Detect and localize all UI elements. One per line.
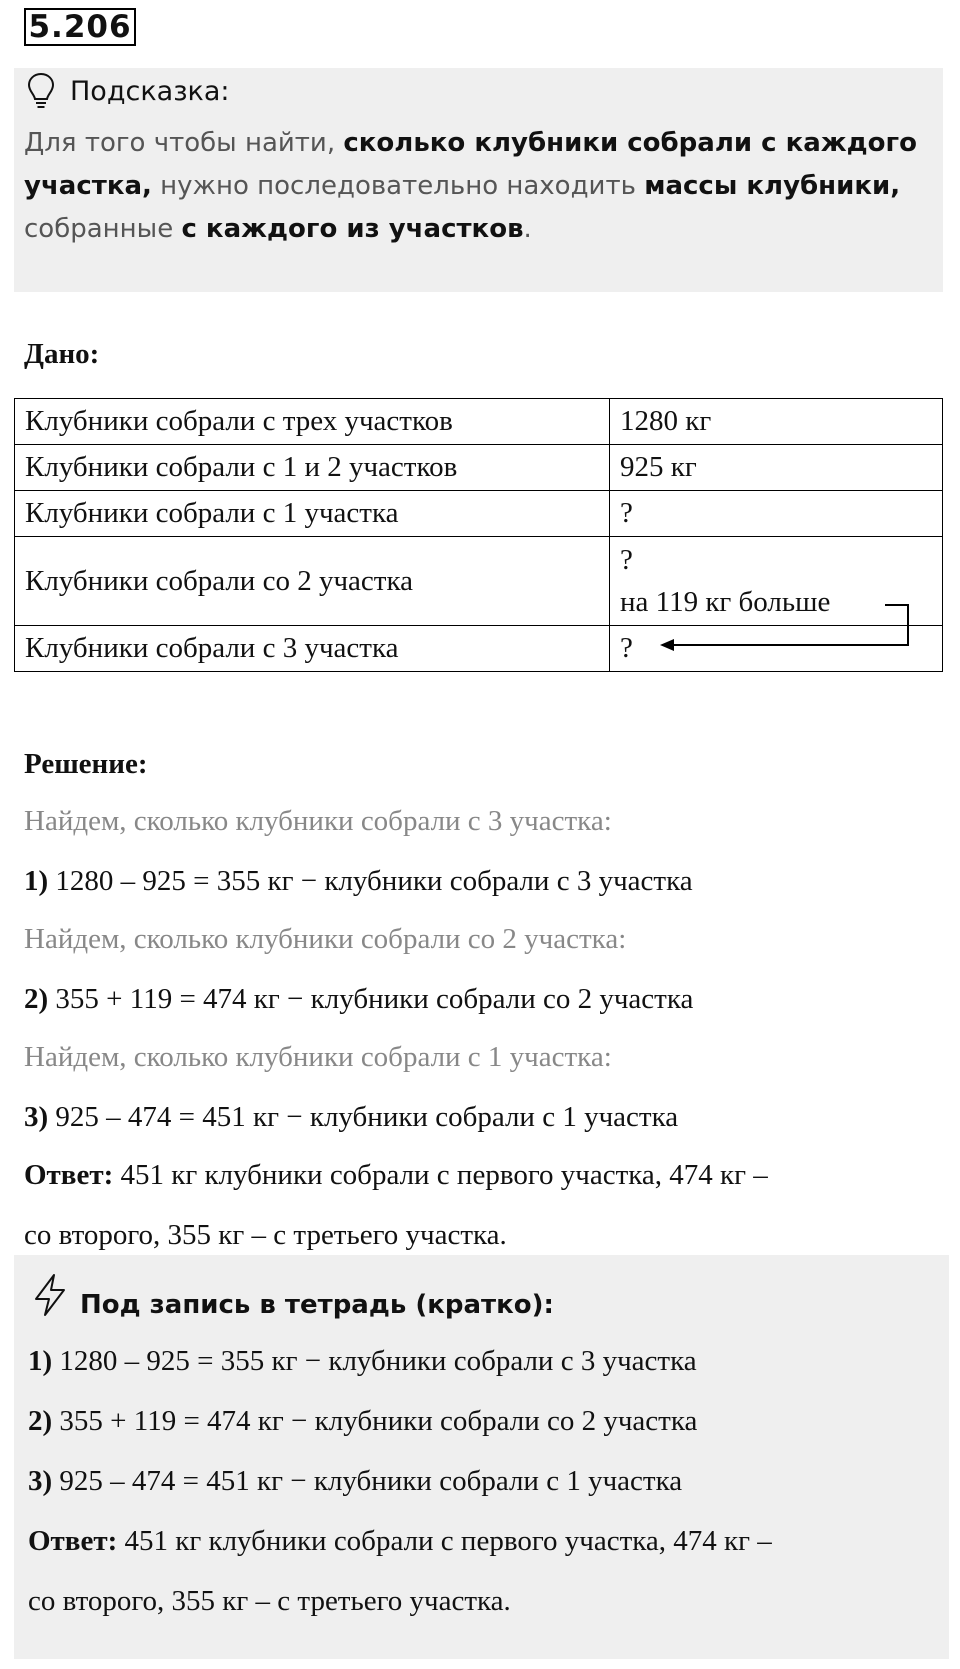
row-value: 925 кг [610,445,943,491]
row-label: Клубники собрали с трех участков [15,399,610,445]
solution-heading: Решение: [24,748,148,780]
row-label: Клубники собрали с 3 участка [15,626,610,672]
answer-continued: со второго, 355 кг – с третьего участка. [24,1219,507,1251]
answer: Ответ: 451 кг клубники собрали с первого участка, 474 кг – [24,1159,768,1191]
notebook-answer: Ответ: 451 кг клубники собрали с первого участка, 474 кг – [28,1525,772,1557]
notebook-answer-continued: со второго, 355 кг – с третьего участка. [28,1585,511,1617]
hint-title: Подсказка: [70,76,230,107]
step-2: 2) 355 + 119 = 474 кг − клубники собрали со 2 участка [24,983,694,1015]
step-3: 3) 925 – 474 = 451 кг − клубники собрали с 1 участка [24,1101,679,1133]
row-label: Клубники собрали с 1 участка [15,491,610,537]
row-value: 1280 кг [610,399,943,445]
row-value: ? [610,491,943,537]
step-3-intro: Найдем, сколько клубники собрали с 1 участка: [24,1041,612,1073]
step-1: 1) 1280 – 925 = 355 кг − клубники собрали с 3 участка [24,865,693,897]
notebook-title: Под запись в тетрадь (кратко): [80,1290,554,1320]
hint-text: Для того чтобы найти, сколько клубники собрали с каждого участка, нужно последовательно находить массы клубники, собранные с каждого из участков. [24,128,917,244]
comparison-arrow [620,590,920,660]
notebook-step-1: 1) 1280 – 925 = 355 кг − клубники собрали с 3 участка [28,1345,697,1377]
lightbulb-icon [26,72,56,110]
notebook-step-2: 2) 355 + 119 = 474 кг − клубники собрали со 2 участка [28,1405,698,1437]
table-row [15,491,943,537]
table-row [15,445,943,491]
row-label: Клубники собрали с 1 и 2 участков [15,445,610,491]
step-2-intro: Найдем, сколько клубники собрали со 2 участка: [24,923,627,955]
row-value-question: ? [620,544,633,576]
lightning-icon [30,1272,70,1318]
row-value-note: на 119 кг больше [620,586,831,618]
step-1-intro: Найдем, сколько клубники собрали с 3 участка: [24,805,612,837]
table-row [15,399,943,445]
task-number: 5.206 [24,8,136,46]
notebook-step-3: 3) 925 – 474 = 451 кг − клубники собрали с 1 участка [28,1465,683,1497]
given-heading: Дано: [24,338,100,370]
row-label: Клубники собрали со 2 участка [15,537,610,626]
row-value: ? [610,626,943,672]
